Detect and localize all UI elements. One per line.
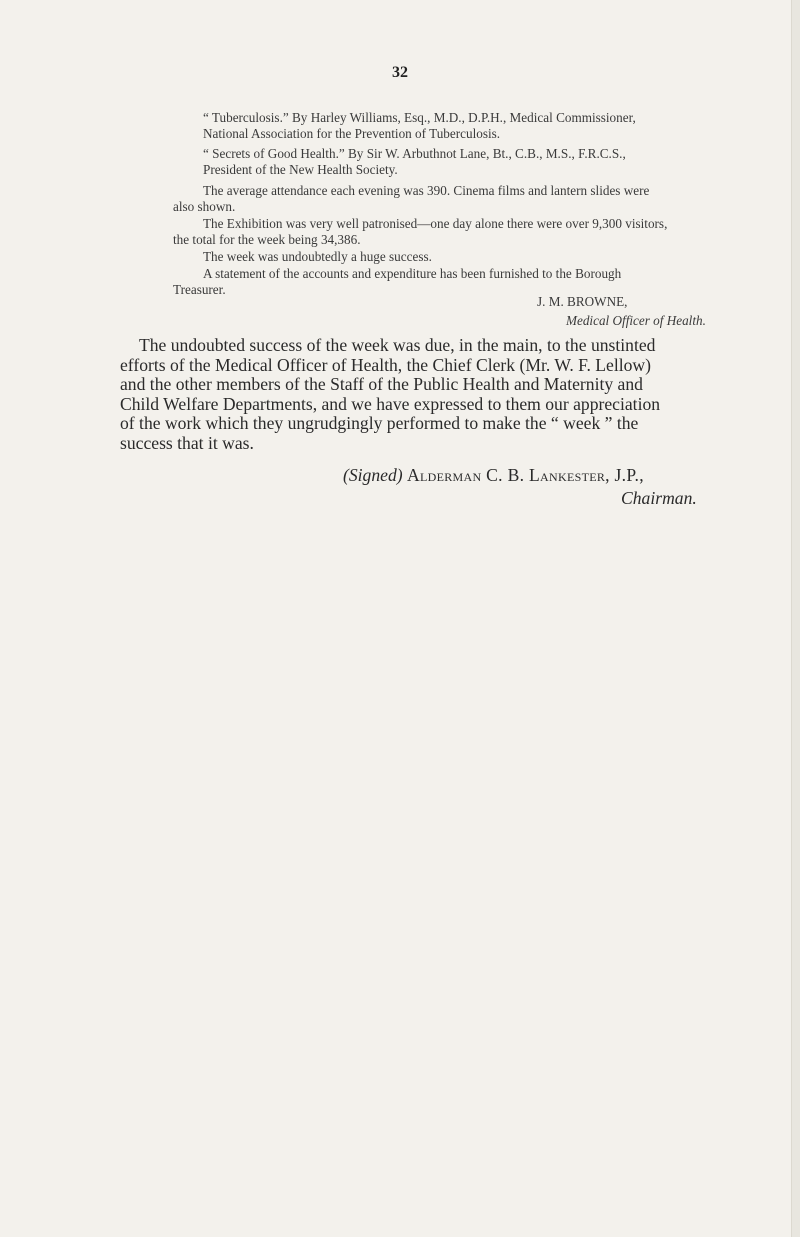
statement-line: success that it was.	[120, 432, 254, 453]
lecture-line: “ Secrets of Good Health.” By Sir W. Arbuthnot Lane, Bt., C.B., M.S., F.R.C.S.,	[203, 146, 626, 161]
lecture-line: “ Tuberculosis.” By Harley Williams, Esq., M.D., D.P.H., Medical Commissioner,	[203, 110, 636, 125]
signed-mark: (Signed)	[343, 465, 403, 485]
statement-line: The undoubted success of the week was due, in the main, to the unstinted	[139, 335, 656, 355]
lecture-line: National Association for the Prevention of Tuberculosis.	[203, 126, 501, 141]
paragraph-line: the total for the week being 34,386.	[173, 232, 361, 247]
page-number: 32	[392, 64, 408, 81]
paragraph-line: also shown.	[173, 199, 236, 214]
statement-line: Child Welfare Departments, and we have expressed to them our appreciation	[120, 393, 661, 414]
page-edge	[791, 0, 800, 1237]
paragraph-success	[173, 249, 765, 265]
lecture-item-good-health	[173, 146, 765, 178]
paragraph-line: A statement of the accounts and expenditure has been furnished to the Borough	[203, 266, 622, 281]
chairman-title: Chairman.	[621, 488, 697, 508]
lecture-line: President of the New Health Society.	[203, 162, 398, 177]
officer-name: J. M. BROWNE,	[537, 294, 628, 309]
committee-statement	[120, 336, 770, 454]
statement-line: efforts of the Medical Officer of Health, the Chief Clerk (Mr. W. F. Lellow)	[120, 354, 651, 375]
chairman-signature	[343, 465, 644, 486]
paragraph-line: The Exhibition was very well patronised—one day alone there were over 9,300 visitors,	[203, 216, 668, 231]
paragraph-exhibition	[173, 216, 765, 248]
paragraph-line: Treasurer.	[173, 282, 226, 297]
paragraph-accounts	[173, 266, 765, 298]
paragraph-line: The week was undoubtedly a huge success.	[203, 249, 432, 264]
statement-line: of the work which they ungrudgingly performed to make the “ week ” the	[120, 413, 639, 434]
paragraph-attendance	[173, 183, 765, 215]
statement-line: and the other members of the Staff of the Public Health and Maternity and	[120, 374, 643, 395]
lecture-item-tuberculosis	[173, 110, 765, 142]
chairman-name: Alderman C. B. Lankester, J.P.,	[407, 465, 644, 485]
paragraph-line: The average attendance each evening was 390. Cinema films and lantern slides were	[203, 183, 650, 198]
officer-title: Medical Officer of Health.	[566, 313, 706, 328]
